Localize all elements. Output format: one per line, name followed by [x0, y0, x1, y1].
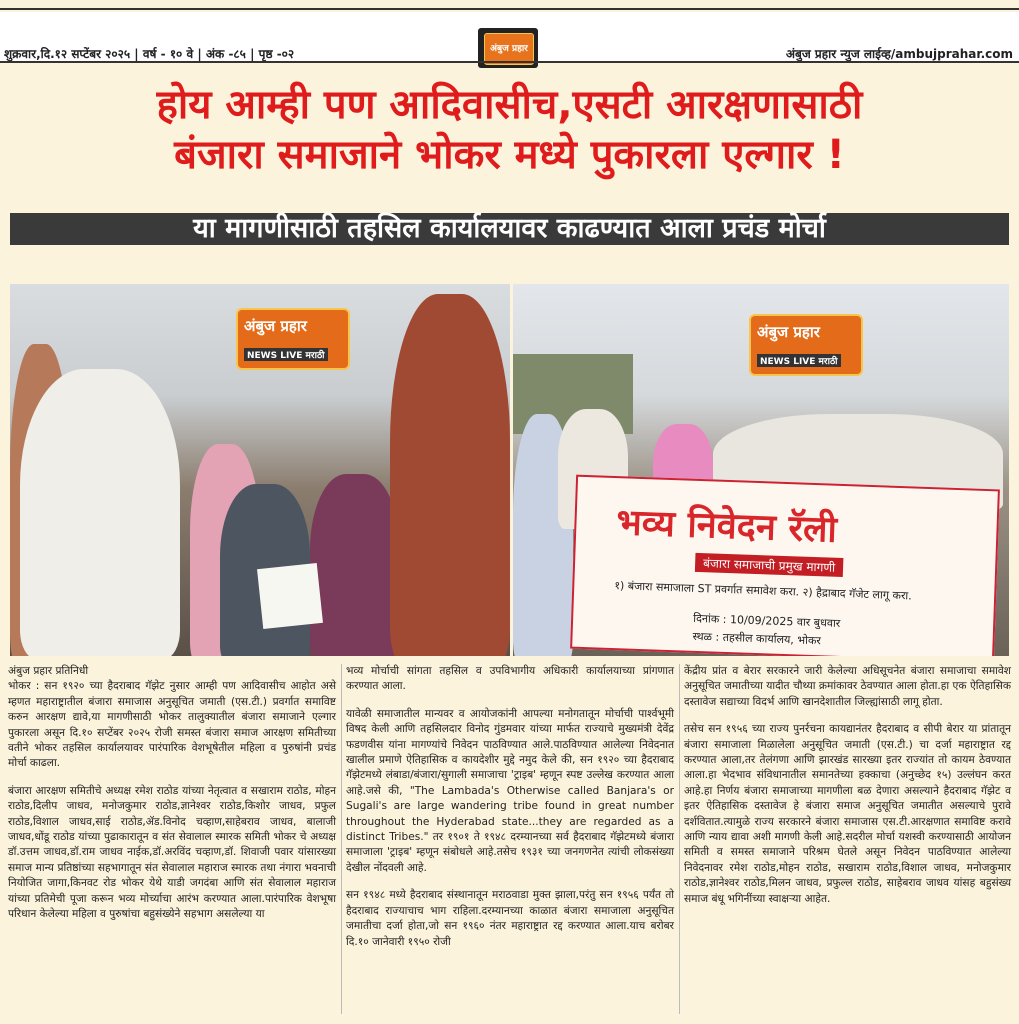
paragraph: भव्य मोर्चाची सांगता तहसिल व उपविभागीय अधिकारी कार्यालयाच्या प्रांगणात करण्यात आला.: [346, 665, 674, 693]
rally-banner-place: स्थळ : तहसील कार्यालय, भोकर: [692, 629, 822, 648]
news-badge-sub: NEWS LIVE मराठी: [244, 348, 328, 361]
news-badge-title: अंबुज प्रहार: [757, 323, 820, 341]
headline-line1: होय आम्ही पण आदिवासीच,एसटी आरक्षणासाठी: [156, 82, 863, 128]
photo-rally: [513, 284, 1009, 656]
news-badge: [749, 314, 863, 376]
paragraph: सन १९४८ मध्ये हैदराबाद संस्थानातून मराठवाडा मुक्त झाला,परंतु सन १९५६ पर्यंत तो हैदराबाद राज्याचाच भाग राहिला.दरम्यानच्या काळात बंजारा समाजाला अनुसूचित जमातीचा दर्जा होता,जो सन १९६० नंतर महाराष्ट्रात रद्द करण्यात आला.याच बरोबर दि.१० जानेवारी १९५० रोजी: [346, 889, 674, 948]
paragraph: बंजारा आरक्षण समितीचे अध्यक्ष रमेश राठोड यांच्या नेतृत्वात व सखाराम राठोड, मोहन राठोड,दिलीप जाधव, मनोजकुमार राठोड,ज्ञानेश्वर राठोड,किशोर जाधव, प्रफुल राठोड,विशाल जाधव,साई राठोड,ॲड.विनोद चव्हाण,साहेबराव जाधव, बालाजी जाधव,धोंडू राठोड यांच्या पुढाकारातून व संत सेवालाल स्मारक समिती भोकर चे अध्यक्ष डॉ.उत्तम जाधव,डॉ.राम जाधव नाईक,डॉ.अरविंद चव्हाण,डॉ. शिवाजी पवार यांसारख्या समाज मान्य प्रतिष्ठांच्या सहभागातून संत सेवालाल महाराज स्मारक तथा नंगारा भवनाची नियोजित जागा,किनवट रोड भोकर येथे याडी जगदंबा आणि संत सेवालाल महाराज यांच्या प्रतिमेची पूजा करून भव्य मोर्च्याचा आरंभ करण्यात आला.पारंपारिक वेशभूषा परिधान केलेल्या महिला व पुरुषांचा बहुसंख्येने सहभाग असलेल्या या: [8, 784, 336, 921]
masthead-rule: [0, 61, 1019, 63]
news-badge-sub: NEWS LIVE मराठी: [757, 354, 841, 367]
photo-memorandum: [10, 284, 510, 656]
headline-line2: बंजारा समाजाने भोकर मध्ये पुकारला एल्गार !: [174, 132, 845, 178]
paragraph: भोकर : सन १९२० च्या हैदराबाद गॅझेट नुसार आम्ही पण आदिवासीच आहोत असे म्हणत महाराष्ट्रातील बंजारा समाजास अनुसूचित जमाती (एस.टी.) प्रवर्गात समाविष्ट करुन आरक्षण द्यावे,या मागणीसाठी भोकर तालुक्यातील बंजारा समाजाने एल्गार पुकारला असून दि.१० सप्टेंबर २०२५ रोजी समस्त बंजारा समाज आरक्षण समितीच्या वतीने भोकर तहसिल कार्यालयावर पारंपारिक वेशभूषेतील महिला व पुरुषांनी प्रचंड मोर्चा काढला.: [8, 680, 336, 770]
issue-info: शुक्रवार,दि.१२ सप्टेंबर २०२५ | वर्ष - १० वे | अंक -८५ | पृष्ठ -०२: [4, 47, 295, 61]
news-badge: [236, 308, 350, 370]
logo-text: अंबुज प्रहार: [484, 33, 534, 65]
news-badge-title: अंबुज प्रहार: [244, 317, 307, 335]
rally-banner-demands: १) बंजारा समाजाला ST प्रवर्गात समावेश करा. २) हैद्राबाद गॅजेट लागू करा.: [614, 579, 913, 603]
photo-figure: [390, 294, 510, 656]
top-rule: [0, 8, 1019, 10]
photo-figure: [20, 369, 180, 656]
article-column-2: [346, 664, 674, 962]
paragraph: यावेळी समाजातील मान्यवर व आयोजकांनी आपल्या मनोगतातून मोर्चाची पार्श्वभूमी विषद केली आणि तहसिलदार विनोद गुंडमवार यांच्या मार्फत राज्याचे मुख्यमंत्री देवेंद्र फडणवीस यांना मागण्यांचे निवेदन पाठविण्यात आले.पाठविण्यात आलेल्या निवेदनात खालील प्रमाणे ऐतिहासिक व कायदेशीर मुद्दे नमुद केले की, सन १९२० च्या हैदराबाद गॅझेटमध्ये लंबाडा/बंजारा/सुगाली समाजाचा 'ट्राइब' म्हणून स्पष्ट उल्लेख करण्यात आला आहे.जसे की, "The Lambada's Otherwise called Banjara's or Sugali's are large wandering tribe found in great number throughout the Hyderabad state...they are regarded as a distinct Tribes." तर १९०१ ते १९४८ दरम्यानच्या सर्व हैदराबाद गॅझेटमध्ये बंजारा समाजाला 'ट्राइब' म्हणून संबोधले आहे.तसेच १९३१ च्या जनगणनेत त्यांची लोकसंख्या देखील नोंदवली आहे.: [346, 707, 674, 874]
website-info: अंबुज प्रहार न्युज लाईव्ह/ambujprahar.com: [785, 47, 1013, 61]
column-divider: [679, 664, 680, 1014]
memorandum-paper: [257, 563, 323, 629]
subheadline: या मागणीसाठी तहसिल कार्यालयावर काढण्यात आला प्रचंड मोर्चा: [10, 213, 1009, 245]
rally-banner-title: भव्य निवेदन रॅली: [615, 502, 838, 551]
article-body: [8, 664, 1011, 1014]
paragraph: केंद्रीय प्रांत व बेरार सरकारने जारी केलेल्या अधिसूचनेत बंजारा समाजाचा समावेश अनुसूचित जमातीच्या यादीत चौथ्या क्रमांकावर ठेवण्यात आला होता.हा एक ऐतिहासिक दस्तावेज सद्याच्या विदर्भ आणि खानदेशातील जिल्ह्यांसाठी लागू होता.: [684, 665, 1011, 708]
article-column-1: [8, 664, 336, 935]
rally-banner-sub: बंजारा समाजाची प्रमुख मागणी: [695, 553, 844, 577]
byline: अंबुज प्रहार प्रतिनिधी: [8, 665, 89, 677]
column-divider: [341, 664, 342, 1014]
rally-banner: [570, 475, 1000, 656]
headline: [0, 80, 1019, 180]
masthead: [0, 12, 1019, 62]
photo-figure: [310, 474, 400, 656]
paragraph: तसेच सन १९५६ च्या राज्य पुनर्रचना कायद्यानंतर हैदराबाद व सीपी बेरार या प्रांतातून बंजारा समाजाला मिळालेला अनुसूचित जमाती (एस.टी.) चा दर्जा महाराष्ट्रात रद्द करण्यात आला,तर तेलंगणा आणि झारखंड सारख्या इतर राज्यांत तो कायम ठेवण्यात आला.हा भेदभाव संविधानातील समानतेच्या हक्काचा (अनुच्छेद १५) उल्लंघन करत आहे.हा निर्णय बंजारा समाजाच्या मागणीला बळ देणारा असल्याने हैदराबाद गॅझेट व इतर ऐतिहासिक दस्तावेज हे बंजारा समाज अनुसूचित जमातीत असल्याचे पुरावे दर्शवितात.त्यामुळे राज्य सरकारने बंजारा समाजास एस.टी.आरक्षणात समाविष्ट करावे आणि न्याय द्यावा अशी मागणी केली आहे.सदरील मोर्चा यशस्वी करण्यासाठी आयोजन समिती व समस्त समाजाने परिश्रम घेतले असून निवेदन पाठविण्यात आलेल्या निवेदनावर रमेश राठोड,मोहन राठोड, सखाराम राठोड,विशाल जाधव, मनोजकुमार राठोड,ज्ञानेश्वर राठोड,मिलन जाधव, प्रफुल्ल राठोड, साहेबराव जाधव यांसह बहुसंख्य समाज बंधू भगिनींच्या स्वाक्षऱ्या आहेत.: [684, 723, 1011, 905]
rally-banner-date: दिनांक : 10/09/2025 वार बुधवार: [692, 611, 841, 630]
article-column-3: [684, 664, 1011, 919]
